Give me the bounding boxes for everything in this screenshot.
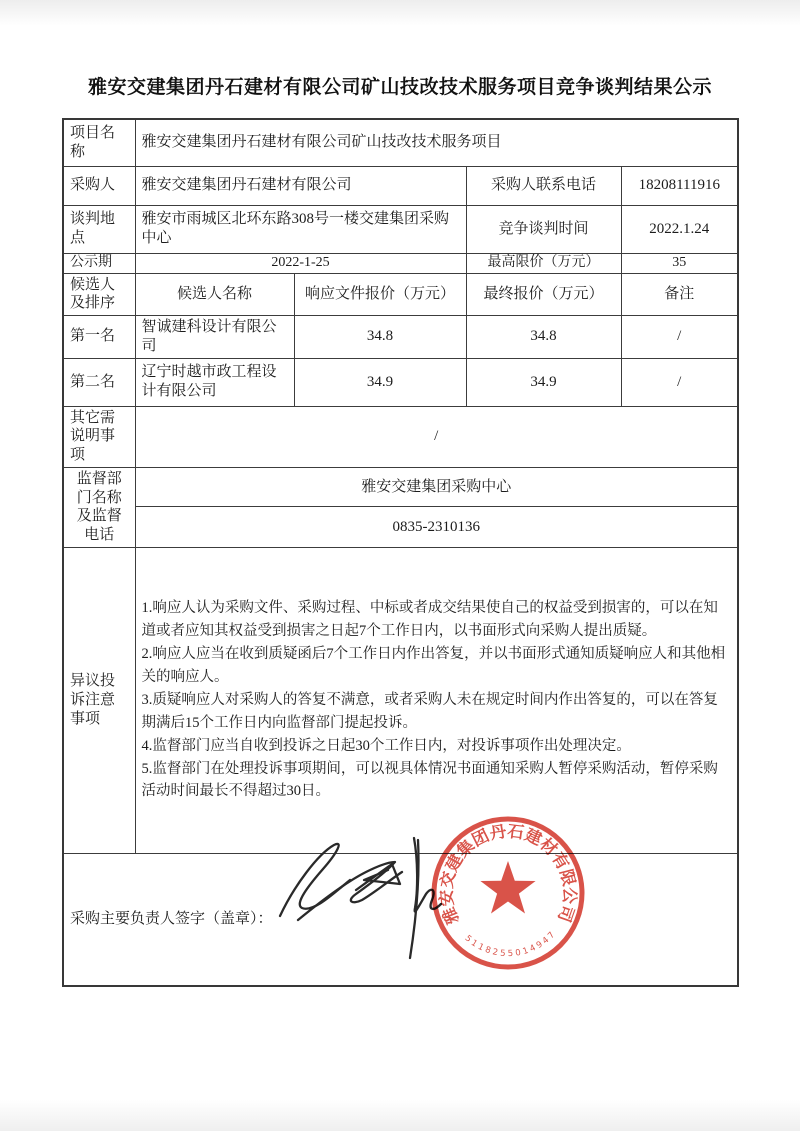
row-candidates-header — [63, 273, 738, 316]
row-purchaser — [63, 166, 738, 205]
objection-item: 4.监督部门应当自收到投诉之日起30个工作日内，对投诉事项作出处理决定。 — [141, 737, 631, 754]
company-seal-stamp — [423, 806, 593, 984]
value-project-name: 雅安交建集团丹石建材有限公司矿山技改技术服务项目 — [135, 119, 738, 166]
signature-label: 采购主要负责人签字（盖章）： — [70, 911, 273, 928]
candidate-1-rank: 第一名 — [63, 316, 135, 359]
value-negotiation-time: 2022.1.24 — [621, 205, 738, 253]
value-negotiation-place: 雅安市雨城区北环东路308号一楼交建集团采购中心 — [135, 205, 466, 253]
value-supervision-dept: 雅安交建集团采购中心 — [135, 467, 738, 506]
candidate-1-final: 34.8 — [466, 316, 621, 359]
label-max-price: 最高限价（万元） — [466, 253, 621, 273]
objection-item: 1.响应人认为采购文件、采购过程、中标或者成交结果使自己的权益受到损害的，可以在知道或者应知其权益受到损害之日起7个工作日内，以书面形式向采购人提出质疑。 — [141, 600, 718, 640]
stamp-serial-number: 5118255014947 — [462, 928, 559, 960]
value-purchaser-phone: 18208111916 — [621, 166, 738, 205]
candidate-2-bid: 34.9 — [294, 358, 466, 406]
header-final-price: 最终报价（万元） — [466, 273, 621, 316]
value-max-price: 35 — [621, 253, 738, 273]
objection-item: 5.监督部门在处理投诉事项期间，可以视具体情况书面通知采购人暂停采购活动，暂停采购活动时间最长不得超过30日。 — [141, 760, 718, 800]
candidate-2-final: 34.9 — [466, 358, 621, 406]
value-publicity-period: 2022-1-25 — [135, 253, 466, 273]
row-objection — [63, 547, 738, 853]
candidate-2-name: 辽宁时越市政工程设计有限公司 — [135, 358, 294, 406]
header-note: 备注 — [621, 273, 738, 316]
candidate-1-bid: 34.8 — [294, 316, 466, 359]
objection-item: 2.响应人应当在收到质疑函后7个工作日内作出答复，并以书面形式通知质疑响应人和其他相关的响应人。 — [141, 645, 726, 685]
label-project-name: 项目名称 — [63, 119, 135, 166]
label-supervision: 监督部门名称及监督电话 — [63, 467, 135, 547]
value-purchaser: 雅安交建集团丹石建材有限公司 — [135, 166, 466, 205]
label-publicity-period: 公示期 — [63, 253, 135, 273]
row-other-notes — [63, 406, 738, 467]
value-supervision-phone: 0835-2310136 — [135, 507, 738, 548]
label-objection: 异议投诉注意事项 — [63, 547, 135, 853]
label-negotiation-place: 谈判地点 — [63, 205, 135, 253]
label-purchaser-phone: 采购人联系电话 — [466, 166, 621, 205]
header-candidate-name: 候选人名称 — [135, 273, 294, 316]
label-negotiation-time: 竞争谈判时间 — [466, 205, 621, 253]
candidate-1-name: 智诚建科设计有限公司 — [135, 316, 294, 359]
header-bid-price: 响应文件报价（万元） — [294, 273, 466, 316]
candidate-2-note: / — [621, 358, 738, 406]
stamp-star-icon — [480, 861, 535, 914]
label-candidates-rank: 候选人及排序 — [63, 273, 135, 316]
value-other-notes: / — [135, 406, 738, 467]
row-negotiation — [63, 205, 738, 253]
label-other-notes: 其它需说明事项 — [63, 406, 135, 467]
row-supervision-phone — [63, 507, 738, 548]
objection-item: 3.质疑响应人对采购人的答复不满意，或者采购人未在规定时间内作出答复的，可以在答复期满后15个工作日内向监督部门提起投诉。 — [141, 691, 718, 731]
row-publicity — [63, 253, 738, 273]
table-row-candidate-1 — [63, 316, 738, 359]
candidate-2-rank: 第二名 — [63, 358, 135, 406]
table-row-candidate-2 — [63, 358, 738, 406]
page-title: 雅安交建集团丹石建材有限公司矿山技改技术服务项目竞争谈判结果公示 — [87, 77, 712, 98]
label-purchaser: 采购人 — [63, 166, 135, 205]
candidate-1-note: / — [621, 316, 738, 359]
stamp-company-name: 雅安交建集团丹石建材有限公司 — [436, 821, 580, 927]
row-project — [63, 119, 738, 166]
row-supervision-dept — [63, 467, 738, 506]
